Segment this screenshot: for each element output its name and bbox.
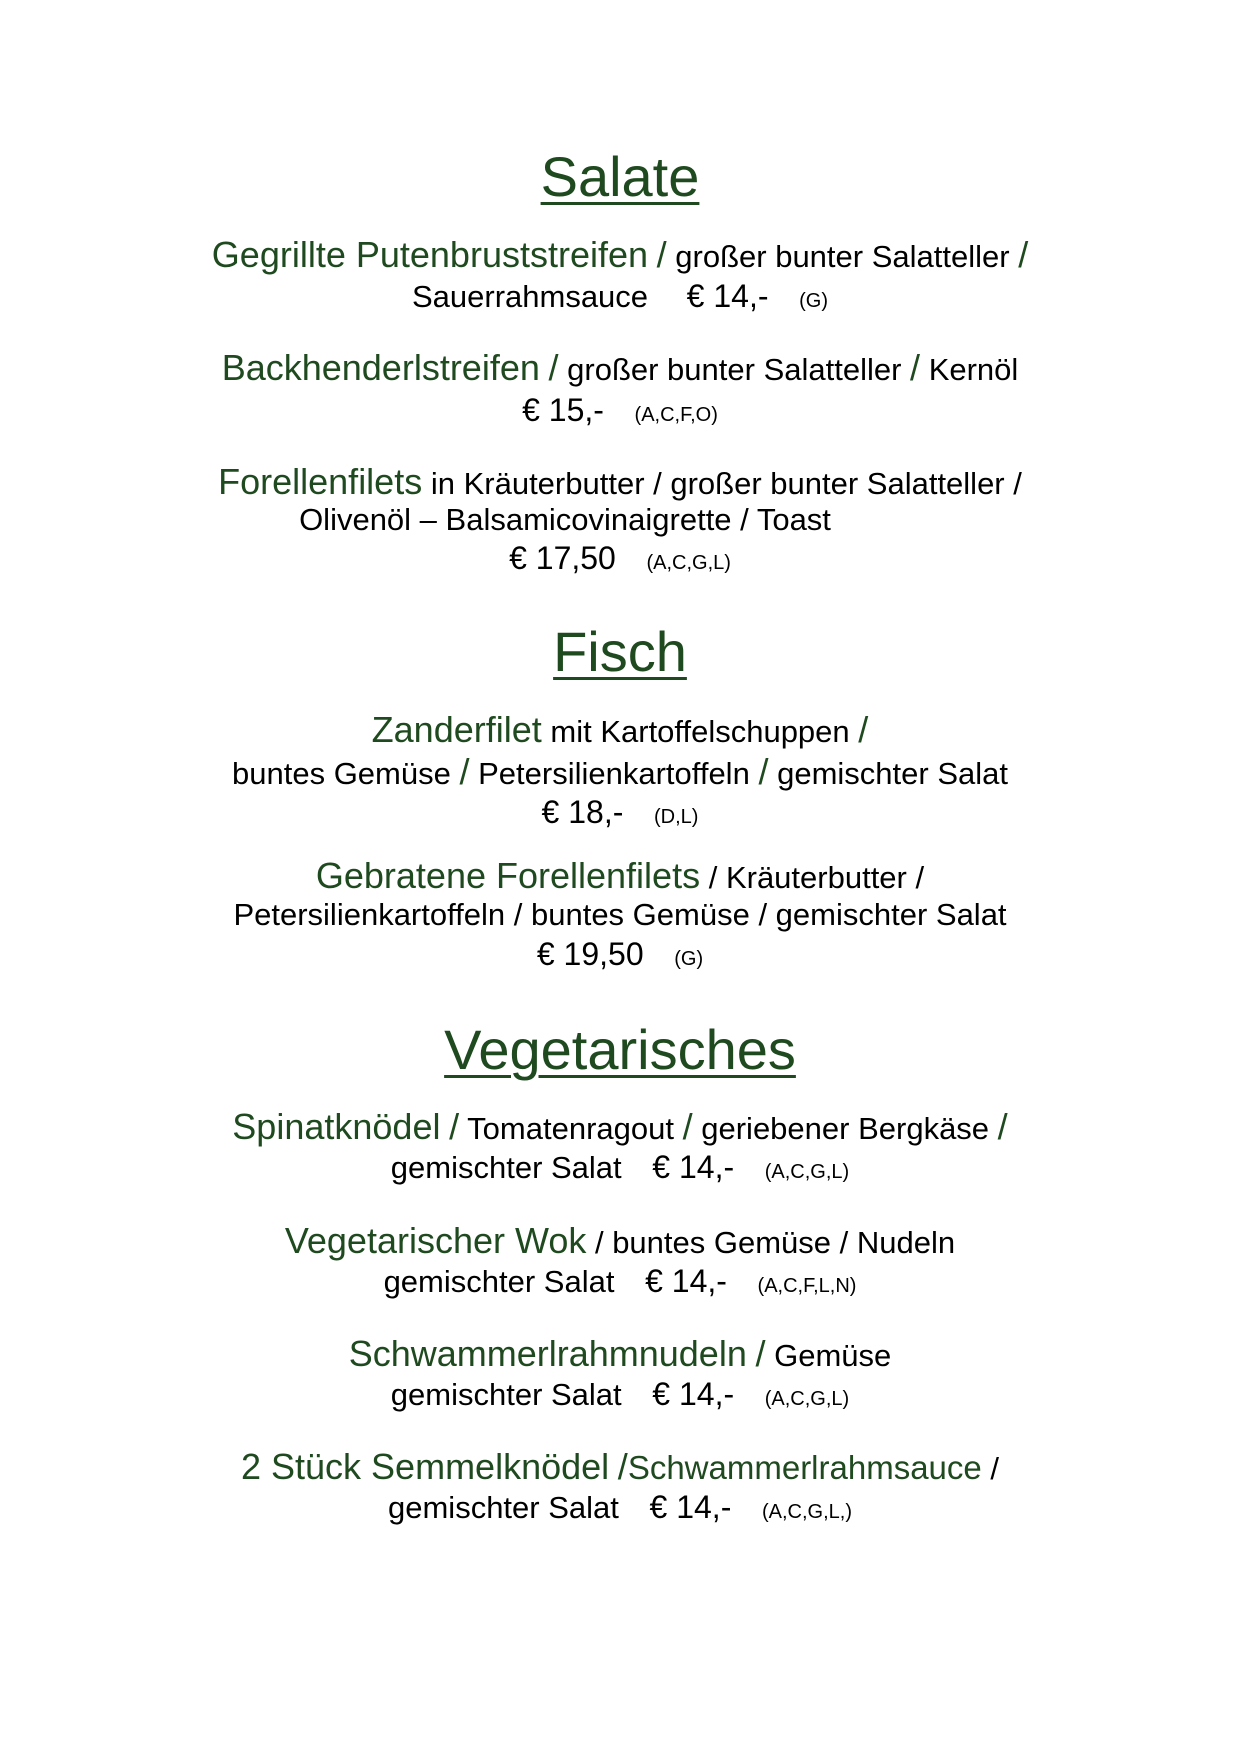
dish-description: gemischter Salat bbox=[390, 1150, 622, 1185]
menu-item-line bbox=[0, 1147, 1240, 1192]
dish-name: Forellenfilets bbox=[218, 461, 423, 502]
dish-description: Sauerrahmsauce bbox=[411, 279, 649, 314]
dish-name: Gebratene Forellenfilets bbox=[315, 855, 701, 896]
allergen-codes: (A,C,G,L) bbox=[764, 1161, 850, 1183]
menu-item-line bbox=[0, 1261, 1240, 1306]
separator: / bbox=[459, 751, 470, 792]
price: € 17,50 bbox=[509, 540, 616, 576]
menu-item-line bbox=[0, 538, 1240, 583]
menu-item-line bbox=[0, 792, 1240, 837]
dish-description: gemischter Salat bbox=[777, 756, 1008, 791]
price: € 14,- bbox=[645, 1263, 727, 1299]
price: € 14,- bbox=[686, 278, 769, 314]
price: € 14,- bbox=[649, 1489, 732, 1525]
dish-description: geriebener Bergkäse bbox=[701, 1111, 990, 1146]
dish-description: in Kräuterbutter / großer bunter Salatteller / bbox=[430, 466, 1022, 501]
dish-name: Schwammerlrahmnudeln bbox=[348, 1333, 747, 1374]
dish-description: mit Kartoffelschuppen bbox=[550, 714, 850, 749]
menu-item-line bbox=[0, 276, 1240, 321]
separator: / bbox=[858, 709, 869, 750]
allergen-codes: (A,C,G,L) bbox=[764, 1388, 850, 1410]
price: € 15,- bbox=[522, 392, 604, 428]
price: € 14,- bbox=[652, 1376, 735, 1412]
menu-item-line bbox=[0, 856, 1240, 898]
dish-description: / buntes Gemüse / Nudeln bbox=[594, 1225, 956, 1260]
price: € 14,- bbox=[652, 1149, 735, 1185]
dish-description: gemischter Salat bbox=[383, 1264, 615, 1299]
dish-name: Backhenderlstreifen bbox=[221, 347, 540, 388]
dish-name: Vegetarischer Wok bbox=[284, 1220, 587, 1261]
separator: / bbox=[755, 1333, 766, 1374]
menu-item-line bbox=[0, 1487, 1240, 1532]
separator: / bbox=[997, 1106, 1008, 1147]
dish-description: großer bunter Salatteller bbox=[675, 239, 1010, 274]
section-title-salate: Salate bbox=[540, 145, 700, 208]
dish-name: Zanderfilet bbox=[371, 709, 542, 750]
allergen-codes: (A,C,G,L,) bbox=[761, 1501, 852, 1523]
allergen-codes: (D,L) bbox=[654, 806, 699, 828]
dish-description: buntes Gemüse bbox=[232, 756, 451, 791]
separator: / bbox=[1018, 234, 1029, 275]
menu-item-line bbox=[0, 1447, 1240, 1489]
separator: / bbox=[656, 234, 667, 275]
menu-item-line bbox=[0, 895, 1240, 935]
dish-description: Gemüse bbox=[774, 1338, 892, 1373]
menu-item-line bbox=[0, 348, 1240, 390]
section-title-fisch: Fisch bbox=[553, 620, 687, 683]
allergen-codes: (A,C,G,L) bbox=[646, 552, 731, 574]
dish-description: Olivenöl – Balsamicovinaigrette / Toast bbox=[299, 502, 831, 537]
menu-item-line bbox=[0, 752, 1240, 794]
menu-item-line bbox=[0, 1374, 1240, 1419]
separator: / bbox=[910, 347, 921, 388]
separator: / bbox=[449, 1106, 460, 1147]
section-title-vegetarisches: Vegetarisches bbox=[444, 1018, 796, 1081]
price: € 18,- bbox=[541, 794, 624, 830]
menu-item-line bbox=[0, 1107, 1240, 1149]
allergen-codes: (G) bbox=[799, 290, 829, 312]
allergen-codes: (A,C,F,O) bbox=[634, 404, 718, 426]
separator: / bbox=[548, 347, 559, 388]
allergen-codes: (A,C,F,L,N) bbox=[757, 1275, 857, 1297]
dish-description: Kernöl bbox=[928, 352, 1019, 387]
dish-description: großer bunter Salatteller bbox=[567, 352, 902, 387]
dish-description: Tomatenragout bbox=[467, 1111, 674, 1146]
dish-description: Petersilienkartoffeln / buntes Gemüse / gemischter Salat bbox=[233, 897, 1007, 932]
allergen-codes: (G) bbox=[674, 948, 704, 970]
menu-item-line bbox=[0, 1334, 1240, 1376]
menu-item-line bbox=[0, 1221, 1240, 1263]
price: € 19,50 bbox=[536, 936, 644, 972]
dish-name: Spinatknödel bbox=[232, 1106, 441, 1147]
separator: / bbox=[682, 1106, 693, 1147]
dish-name: 2 Stück Semmelknödel bbox=[240, 1446, 610, 1487]
dish-description: Petersilienkartoffeln bbox=[478, 756, 750, 791]
menu-item-line bbox=[0, 934, 1240, 979]
separator: / bbox=[758, 751, 769, 792]
dish-description: gemischter Salat bbox=[388, 1490, 619, 1525]
dish-name: Gegrillte Putenbruststreifen bbox=[211, 234, 649, 275]
menu-item-line bbox=[0, 235, 1240, 277]
separator: / bbox=[990, 1451, 1000, 1486]
dish-name-sauce: Schwammerlrahmsauce bbox=[627, 1449, 982, 1486]
menu-item-line bbox=[0, 500, 1185, 540]
menu-item-line bbox=[0, 390, 1240, 435]
separator: / bbox=[617, 1446, 628, 1487]
menu-item-line bbox=[0, 462, 1240, 504]
menu-item-line bbox=[0, 710, 1240, 752]
dish-description: gemischter Salat bbox=[390, 1377, 622, 1412]
dish-description: / Kräuterbutter / bbox=[708, 860, 925, 895]
